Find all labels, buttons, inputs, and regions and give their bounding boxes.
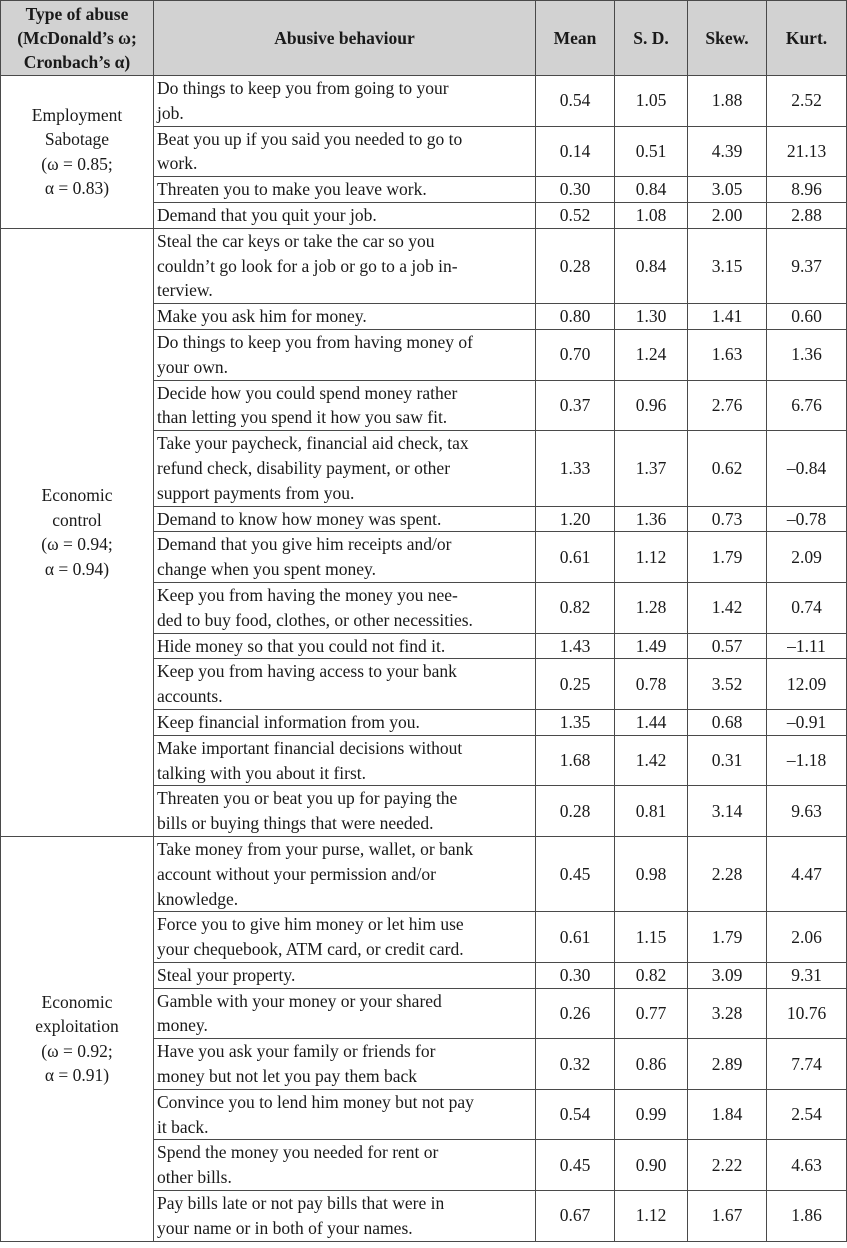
- mean-value: 0.52: [536, 202, 615, 228]
- header-skew: Skew.: [688, 1, 767, 76]
- skew-value: 0.73: [688, 506, 767, 532]
- kurt-value: 8.96: [767, 177, 847, 203]
- table-header: [1, 1, 847, 76]
- kurt-value: –1.18: [767, 735, 847, 786]
- sd-value: 1.37: [615, 431, 688, 506]
- behaviour-text-line: Force you to give him money or let him use: [157, 914, 464, 935]
- abusive-behaviour-cell: [154, 202, 536, 228]
- kurt-value: 21.13: [767, 126, 847, 177]
- behaviour-text-line: Do things to keep you from having money of: [157, 331, 473, 352]
- sd-value: 0.96: [615, 380, 688, 431]
- sd-value: 1.30: [615, 304, 688, 330]
- behaviour-text-line: your own.: [157, 356, 228, 377]
- abuse-type-cell: [1, 76, 154, 229]
- abusive-behaviour-cell: [154, 329, 536, 380]
- kurt-value: 9.63: [767, 786, 847, 837]
- header-type-line1: Type of abuse: [25, 4, 129, 24]
- skew-value: 2.76: [688, 380, 767, 431]
- behaviour-text-line: Convince you to lend him money but not pay: [157, 1091, 474, 1112]
- sd-value: 1.42: [615, 735, 688, 786]
- abusive-behaviour-cell: [154, 962, 536, 988]
- behaviour-text-line: knowledge.: [157, 888, 239, 909]
- behaviour-text-line: Make important financial decisions without: [157, 737, 463, 758]
- mean-value: 0.28: [536, 228, 615, 303]
- behaviour-text-line: Threaten you to make you leave work.: [157, 179, 427, 200]
- cronbachs-alpha: α = 0.83): [44, 178, 110, 199]
- behaviour-text-line: refund check, disability payment, or other: [157, 457, 451, 478]
- mcdonalds-omega: (ω = 0.85;: [41, 153, 113, 174]
- skew-value: 0.31: [688, 735, 767, 786]
- abusive-behaviour-cell: [154, 735, 536, 786]
- abuse-type-name: Economic: [41, 991, 113, 1012]
- kurt-value: –1.11: [767, 633, 847, 659]
- behaviour-text-line: Threaten you or beat you up for paying the: [157, 788, 458, 809]
- mean-value: 0.25: [536, 659, 615, 710]
- kurt-value: –0.84: [767, 431, 847, 506]
- sd-value: 1.12: [615, 532, 688, 583]
- header-mean: Mean: [536, 1, 615, 76]
- header-abusive-behaviour: Abusive behaviour: [154, 1, 536, 76]
- sd-value: 0.86: [615, 1039, 688, 1090]
- behaviour-text-line: Demand to know how money was spent.: [157, 508, 442, 529]
- cronbachs-alpha: α = 0.91): [44, 1065, 110, 1086]
- sd-value: 1.49: [615, 633, 688, 659]
- behaviour-text-line: Beat you up if you said you needed to go to: [157, 128, 463, 149]
- kurt-value: 0.60: [767, 304, 847, 330]
- behaviour-text-line: work.: [157, 153, 198, 174]
- mean-value: 1.43: [536, 633, 615, 659]
- sd-value: 1.36: [615, 506, 688, 532]
- kurt-value: 2.52: [767, 76, 847, 127]
- mean-value: 1.68: [536, 735, 615, 786]
- kurt-value: 1.86: [767, 1191, 847, 1242]
- sd-value: 1.15: [615, 912, 688, 963]
- behaviour-text-line: Demand that you give him receipts and/or: [157, 534, 452, 555]
- sd-value: 0.84: [615, 177, 688, 203]
- mean-value: 0.45: [536, 1140, 615, 1191]
- behaviour-text-line: change when you spent money.: [157, 559, 377, 580]
- abuse-type-name: Sabotage: [44, 129, 110, 150]
- behaviour-text-line: your name or in both of your names.: [157, 1217, 413, 1238]
- skew-value: 2.00: [688, 202, 767, 228]
- kurt-value: –0.91: [767, 709, 847, 735]
- behaviour-text-line: other bills.: [157, 1167, 232, 1188]
- kurt-value: 2.88: [767, 202, 847, 228]
- sd-value: 0.99: [615, 1089, 688, 1140]
- abusive-behaviour-cell: [154, 988, 536, 1039]
- skew-value: 1.63: [688, 329, 767, 380]
- abusive-behaviour-cell: [154, 1191, 536, 1242]
- mean-value: 0.61: [536, 912, 615, 963]
- mean-value: 0.67: [536, 1191, 615, 1242]
- table-body: [1, 76, 847, 1242]
- sd-value: 0.98: [615, 836, 688, 911]
- behaviour-text-line: Keep you from having the money you nee-: [157, 584, 458, 605]
- sd-value: 1.44: [615, 709, 688, 735]
- skew-value: 0.62: [688, 431, 767, 506]
- abuse-type-name: Economic: [41, 485, 113, 506]
- behaviour-text-line: Gamble with your money or your shared: [157, 990, 442, 1011]
- behaviour-text-line: Steal your property.: [157, 964, 296, 985]
- mean-value: 0.32: [536, 1039, 615, 1090]
- abusive-behaviour-cell: [154, 506, 536, 532]
- behaviour-text-line: Hide money so that you could not find it.: [157, 635, 446, 656]
- sd-value: 1.24: [615, 329, 688, 380]
- abusive-behaviour-cell: [154, 177, 536, 203]
- mean-value: 0.30: [536, 177, 615, 203]
- behaviour-text-line: bills or buying things that were needed.: [157, 813, 434, 834]
- table-row: [1, 836, 847, 911]
- header-type-line3: Cronbach’s α): [23, 52, 131, 72]
- abusive-behaviour-cell: [154, 786, 536, 837]
- mean-value: 0.45: [536, 836, 615, 911]
- sd-value: 0.82: [615, 962, 688, 988]
- behaviour-text-line: talking with you about it first.: [157, 762, 367, 783]
- mean-value: 0.30: [536, 962, 615, 988]
- behaviour-text-line: Take your paycheck, financial aid check, tax: [157, 433, 469, 454]
- skew-value: 3.09: [688, 962, 767, 988]
- kurt-value: 1.36: [767, 329, 847, 380]
- table-row: [1, 228, 847, 303]
- header-row: [1, 1, 847, 76]
- skew-value: 0.68: [688, 709, 767, 735]
- behaviour-text-line: it back.: [157, 1116, 209, 1137]
- skew-value: 2.28: [688, 836, 767, 911]
- behaviour-text-line: Make you ask him for money.: [157, 306, 367, 327]
- skew-value: 1.79: [688, 912, 767, 963]
- kurt-value: 4.47: [767, 836, 847, 911]
- behaviour-text-line: Demand that you quit your job.: [157, 204, 377, 225]
- mean-value: 0.54: [536, 76, 615, 127]
- behaviour-text-line: support payments from you.: [157, 482, 355, 503]
- header-sd: S. D.: [615, 1, 688, 76]
- behaviour-text-line: Spend the money you needed for rent or: [157, 1142, 439, 1163]
- abuse-type-name: Employment: [31, 104, 123, 125]
- kurt-value: 12.09: [767, 659, 847, 710]
- abuse-type-name: control: [52, 509, 102, 530]
- abusive-behaviour-cell: [154, 380, 536, 431]
- sd-value: 1.12: [615, 1191, 688, 1242]
- abusive-behaviour-cell: [154, 709, 536, 735]
- cronbachs-alpha: α = 0.94): [44, 558, 110, 579]
- skew-value: 1.79: [688, 532, 767, 583]
- abusive-behaviour-cell: [154, 1039, 536, 1090]
- mean-value: 0.14: [536, 126, 615, 177]
- abusive-behaviour-cell: [154, 659, 536, 710]
- sd-value: 1.05: [615, 76, 688, 127]
- mean-value: 0.61: [536, 532, 615, 583]
- mean-value: 0.54: [536, 1089, 615, 1140]
- kurt-value: 2.54: [767, 1089, 847, 1140]
- sd-value: 0.84: [615, 228, 688, 303]
- kurt-value: 2.06: [767, 912, 847, 963]
- skew-value: 1.41: [688, 304, 767, 330]
- kurt-value: 7.74: [767, 1039, 847, 1090]
- behaviour-text-line: Steal the car keys or take the car so you: [157, 230, 435, 251]
- kurt-value: 0.74: [767, 582, 847, 633]
- sd-value: 0.77: [615, 988, 688, 1039]
- abusive-behaviour-cell: [154, 431, 536, 506]
- mcdonalds-omega: (ω = 0.92;: [41, 1040, 113, 1061]
- behaviour-text-line: Do things to keep you from going to your: [157, 78, 449, 98]
- abusive-behaviour-cell: [154, 304, 536, 330]
- kurt-value: 9.37: [767, 228, 847, 303]
- skew-value: 3.05: [688, 177, 767, 203]
- mean-value: 0.80: [536, 304, 615, 330]
- skew-value: 3.15: [688, 228, 767, 303]
- abuse-type-name: exploitation: [35, 1016, 119, 1037]
- skew-value: 2.22: [688, 1140, 767, 1191]
- abusive-behaviour-cell: [154, 836, 536, 911]
- header-type-of-abuse: [1, 1, 154, 76]
- sd-value: 0.51: [615, 126, 688, 177]
- skew-value: 1.67: [688, 1191, 767, 1242]
- behaviour-text-line: Decide how you could spend money rather: [157, 382, 458, 403]
- behaviour-text-line: Keep financial information from you.: [157, 711, 420, 732]
- abusive-behaviour-cell: [154, 1089, 536, 1140]
- sd-value: 0.81: [615, 786, 688, 837]
- kurt-value: –0.78: [767, 506, 847, 532]
- header-type-line2: (McDonald’s ω;: [17, 28, 137, 48]
- skew-value: 3.52: [688, 659, 767, 710]
- behaviour-text-line: Keep you from having access to your bank: [157, 661, 457, 682]
- table-row: [1, 76, 847, 127]
- abusive-behaviour-cell: [154, 532, 536, 583]
- behaviour-text-line: job.: [157, 102, 184, 123]
- mean-value: 1.20: [536, 506, 615, 532]
- skew-value: 3.14: [688, 786, 767, 837]
- kurt-value: 10.76: [767, 988, 847, 1039]
- header-kurt: Kurt.: [767, 1, 847, 76]
- behaviour-text-line: accounts.: [157, 686, 223, 707]
- abusive-behaviour-cell: [154, 76, 536, 127]
- behaviour-text-line: Pay bills late or not pay bills that were in: [157, 1193, 445, 1214]
- behaviour-text-line: ded to buy food, clothes, or other necessities.: [157, 609, 473, 630]
- skew-value: 2.89: [688, 1039, 767, 1090]
- abusive-behaviour-cell: [154, 228, 536, 303]
- behaviour-text-line: terview.: [157, 280, 213, 301]
- skew-value: 4.39: [688, 126, 767, 177]
- behaviour-text-line: couldn’t go look for a job or go to a job in-: [157, 255, 458, 276]
- kurt-value: 9.31: [767, 962, 847, 988]
- mean-value: 0.37: [536, 380, 615, 431]
- skew-value: 0.57: [688, 633, 767, 659]
- mean-value: 1.35: [536, 709, 615, 735]
- mean-value: 0.82: [536, 582, 615, 633]
- abuse-type-cell: [1, 836, 154, 1241]
- sd-value: 0.78: [615, 659, 688, 710]
- mean-value: 1.33: [536, 431, 615, 506]
- abusive-behaviour-cell: [154, 126, 536, 177]
- abusive-behaviour-cell: [154, 582, 536, 633]
- skew-value: 1.42: [688, 582, 767, 633]
- behaviour-text-line: your chequebook, ATM card, or credit card.: [157, 939, 464, 960]
- mean-value: 0.70: [536, 329, 615, 380]
- sd-value: 1.08: [615, 202, 688, 228]
- behaviour-text-line: Take money from your purse, wallet, or bank: [157, 838, 474, 859]
- kurt-value: 2.09: [767, 532, 847, 583]
- sd-value: 1.28: [615, 582, 688, 633]
- skew-value: 1.84: [688, 1089, 767, 1140]
- behaviour-text-line: account without your permission and/or: [157, 863, 436, 884]
- behaviour-text-line: money but not let you pay them back: [157, 1066, 418, 1087]
- mcdonalds-omega: (ω = 0.94;: [41, 534, 113, 555]
- abusive-behaviour-cell: [154, 633, 536, 659]
- abuse-type-cell: [1, 228, 154, 836]
- behaviour-text-line: money.: [157, 1015, 208, 1036]
- kurt-value: 4.63: [767, 1140, 847, 1191]
- kurt-value: 6.76: [767, 380, 847, 431]
- skew-value: 3.28: [688, 988, 767, 1039]
- mean-value: 0.26: [536, 988, 615, 1039]
- skew-value: 1.88: [688, 76, 767, 127]
- abusive-behaviour-cell: [154, 912, 536, 963]
- mean-value: 0.28: [536, 786, 615, 837]
- abusive-behaviour-cell: [154, 1140, 536, 1191]
- sd-value: 0.90: [615, 1140, 688, 1191]
- behaviour-text-line: than letting you spend it how you saw fit.: [157, 407, 448, 428]
- behaviour-text-line: Have you ask your family or friends for: [157, 1041, 436, 1062]
